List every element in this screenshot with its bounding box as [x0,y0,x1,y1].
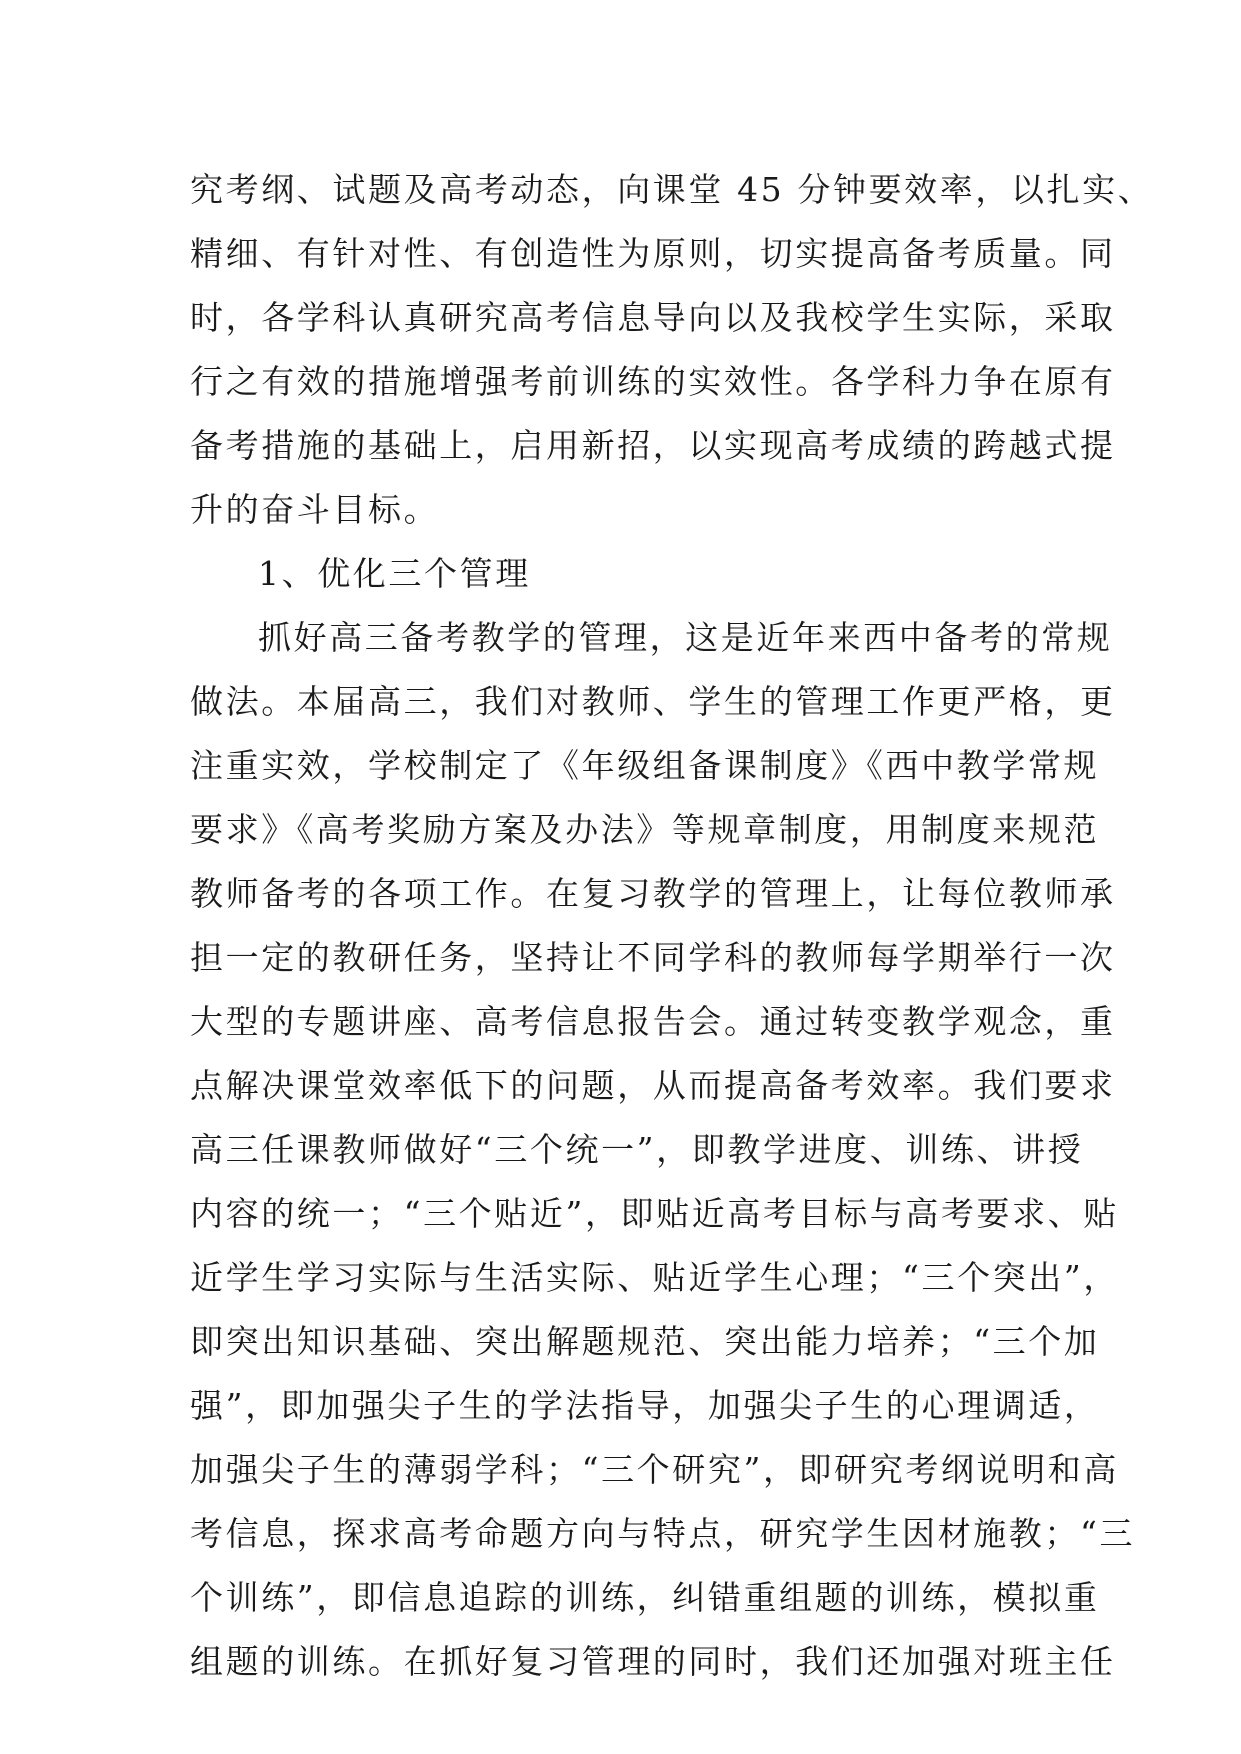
text-line: 精细、有针对性、有创造性为原则，切实提高备考质量。同 [190,234,1116,273]
section-heading: 1、优化三个管理 [258,554,531,593]
text-line: 担一定的教研任务，坚持让不同学科的教师每学期举行一次 [190,938,1116,977]
text-line: 究考纲、试题及高考动态，向课堂 45 分钟要效率，以扎实、 [190,170,1154,209]
text-line: 加强尖子生的薄弱学科；“三个研究”，即研究考纲说明和高 [190,1450,1119,1489]
text-line: 大型的专题讲座、高考信息报告会。通过转变教学观念，重 [190,1002,1116,1041]
paragraph-first-line: 抓好高三备考教学的管理，这是近年来西中备考的常规 [258,618,1113,657]
text-line: 要求》《高考奖励方案及办法》等规章制度，用制度来规范 [190,810,1100,849]
text-line: 行之有效的措施增强考前训练的实效性。各学科力争在原有 [190,362,1116,401]
text-line: 高三任课教师做好“三个统一”，即教学进度、训练、讲授 [190,1130,1084,1169]
text-line: 做法。本届高三，我们对教师、学生的管理工作更严格，更 [190,682,1116,721]
body-text [190,158,1154,1694]
text-line: 时，各学科认真研究高考信息导向以及我校学生实际，采取 [190,298,1116,337]
text-line: 即突出知识基础、突出解题规范、突出能力培养；“三个加 [190,1322,1100,1361]
text-line: 教师备考的各项工作。在复习教学的管理上，让每位教师承 [190,874,1116,913]
text-line: 个训练”，即信息追踪的训练，纠错重组题的训练，模拟重 [190,1578,1100,1617]
text-line: 内容的统一；“三个贴近”，即贴近高考目标与高考要求、贴 [190,1194,1119,1233]
text-line: 考信息，探求高考命题方向与特点，研究学生因材施教；“三 [190,1514,1136,1553]
text-line: 注重实效，学校制定了《年级组备课制度》《西中教学常规 [190,746,1100,785]
text-line: 近学生学习实际与生活实际、贴近学生心理；“三个突出”， [190,1258,1119,1297]
text-line: 组题的训练。在抓好复习管理的同时，我们还加强对班主任 [190,1642,1116,1681]
text-line: 点解决课堂效率低下的问题，从而提高备考效率。我们要求 [190,1066,1116,1105]
text-line: 升的奋斗目标。 [190,490,440,529]
text-line: 强”，即加强尖子生的学法指导，加强尖子生的心理调适， [190,1386,1100,1425]
text-line: 备考措施的基础上，启用新招，以实现高考成绩的跨越式提 [190,426,1116,465]
